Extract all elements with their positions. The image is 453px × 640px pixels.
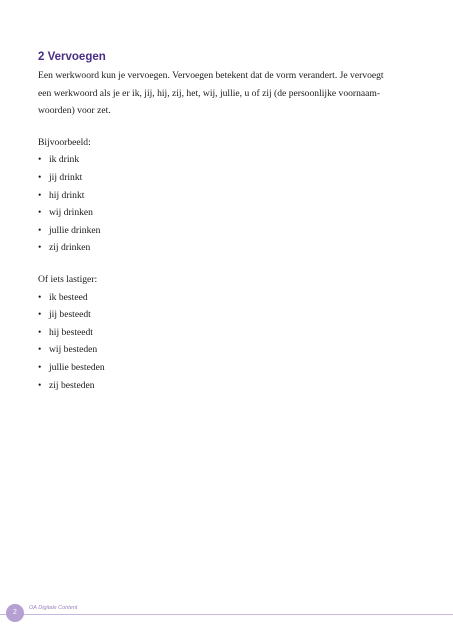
bullet-icon: • <box>38 361 42 373</box>
list-item-text: zij drinken <box>49 242 91 254</box>
list-item <box>38 204 398 222</box>
list-item-text: wij besteden <box>49 344 98 356</box>
list-item <box>38 239 398 257</box>
paragraph-line: Een werkwoord kun je vervoegen. Vervoegen betekent dat de vorm verandert. Je vervoegt <box>38 70 384 81</box>
bullet-icon: • <box>38 171 42 183</box>
list-item-text: jullie besteden <box>49 361 105 373</box>
section-title: 2 Vervoegen <box>38 51 106 63</box>
conjugation-list <box>38 289 398 395</box>
list-item <box>38 306 398 324</box>
example-intro: Of iets lastiger: <box>38 273 98 285</box>
conjugation-list <box>38 151 398 257</box>
page-content <box>38 50 398 394</box>
list-item <box>38 377 398 395</box>
list-item <box>38 359 398 377</box>
footer-divider <box>0 614 453 615</box>
publisher-label: OA Digitale Content <box>29 605 78 611</box>
list-item-text: hij besteedt <box>49 326 93 338</box>
page-number-badge: 2 <box>6 604 24 622</box>
list-item-text: jullie drinken <box>49 224 101 236</box>
list-item-text: zij besteden <box>49 379 95 391</box>
page-footer <box>0 596 453 640</box>
list-item <box>38 222 398 240</box>
list-item-text: ik besteed <box>49 291 88 303</box>
bullet-icon: • <box>38 326 42 338</box>
bullet-icon: • <box>38 189 42 201</box>
bullet-icon: • <box>38 242 42 254</box>
list-item <box>38 187 398 205</box>
bullet-icon: • <box>38 309 42 321</box>
bullet-icon: • <box>38 154 42 166</box>
list-item-text: hij drinkt <box>49 189 85 201</box>
list-item-text: ik drink <box>49 154 80 166</box>
list-item <box>38 341 398 359</box>
list-item <box>38 324 398 342</box>
paragraph-line: een werkwoord als je er ik, jij, hij, zij, het, wij, jullie, u of zij (de persoonlijke voornaam- <box>38 87 381 99</box>
list-item-text: jij besteedt <box>49 309 91 321</box>
list-item-text: wij drinken <box>49 207 93 219</box>
bullet-icon: • <box>38 224 42 236</box>
intro-paragraph <box>38 67 398 120</box>
example-block-harder <box>38 271 398 394</box>
paragraph-line: woorden) voor zet. <box>38 105 111 117</box>
example-intro: Bijvoorbeeld: <box>38 136 91 148</box>
list-item <box>38 169 398 187</box>
bullet-icon: • <box>38 379 42 391</box>
list-item <box>38 289 398 307</box>
bullet-icon: • <box>38 207 42 219</box>
list-item-text: jij drinkt <box>49 171 83 183</box>
bullet-icon: • <box>38 291 42 303</box>
list-item <box>38 151 398 169</box>
example-block-simple <box>38 134 398 257</box>
bullet-icon: • <box>38 344 42 356</box>
